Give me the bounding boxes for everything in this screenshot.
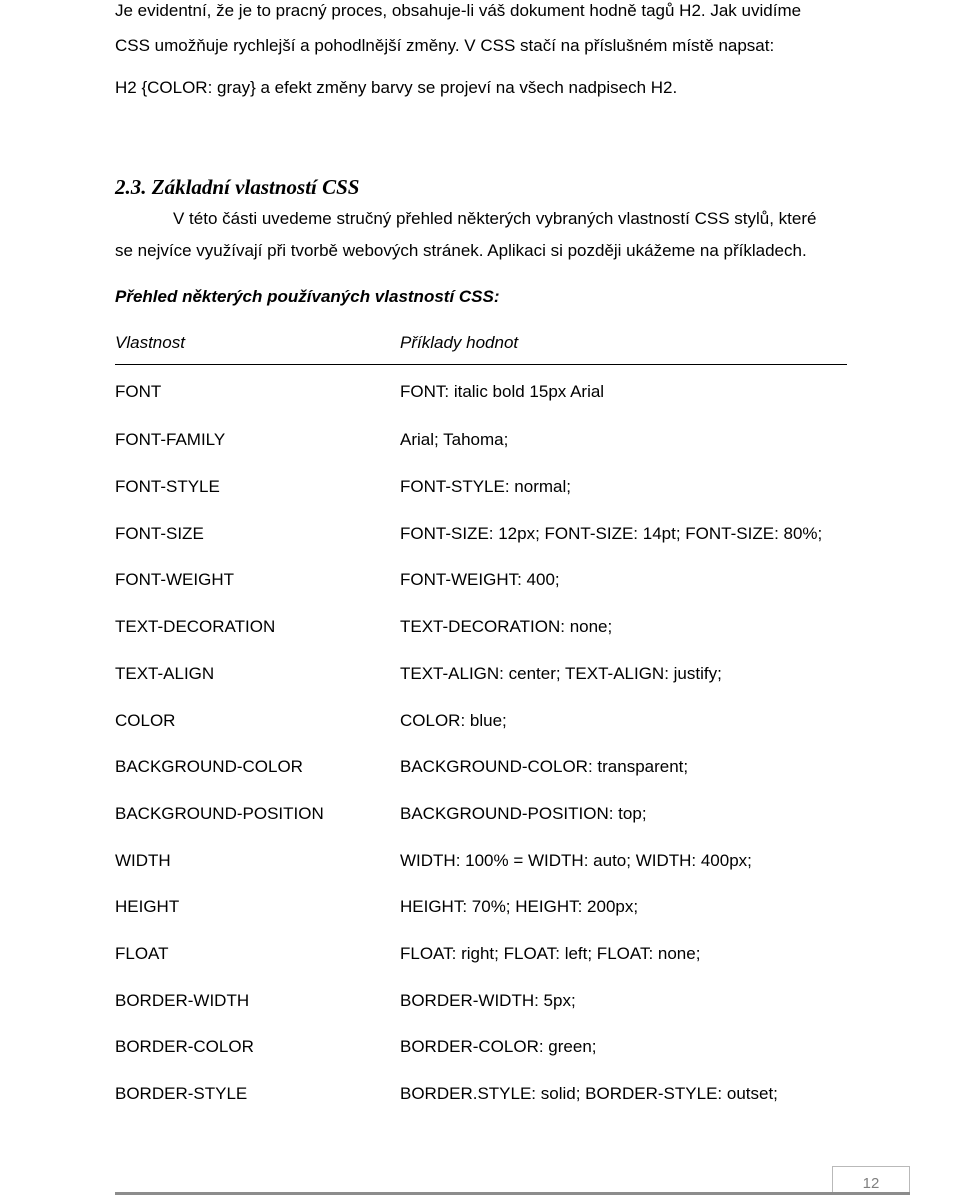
property-name: WIDTH <box>115 851 171 870</box>
property-examples: TEXT-ALIGN: center; TEXT-ALIGN: justify; <box>400 664 722 683</box>
property-name: FONT-STYLE <box>115 477 220 496</box>
property-name: FONT <box>115 382 162 401</box>
property-examples: FONT: italic bold 15px Arial <box>400 382 605 401</box>
table-title: Přehled některých používaných vlastností CSS: <box>115 287 500 306</box>
intro-line-2: CSS umožňuje rychlejší a pohodlnější změny. V CSS stačí na příslušném místě napsat: <box>115 36 775 55</box>
property-examples: BORDER-WIDTH: 5px; <box>400 991 576 1010</box>
property-name: TEXT-ALIGN <box>115 664 215 683</box>
property-name: FLOAT <box>115 944 169 963</box>
section-paragraph-line-1: V této části uvedeme stručný přehled některých vybraných vlastností CSS stylů, které <box>173 209 817 228</box>
property-examples: WIDTH: 100% = WIDTH: auto; WIDTH: 400px; <box>400 851 752 870</box>
property-name: TEXT-DECORATION <box>115 617 276 636</box>
property-examples: BORDER-COLOR: green; <box>400 1037 597 1056</box>
property-examples: FONT-WEIGHT: 400; <box>400 570 560 589</box>
property-name: BORDER-COLOR <box>115 1037 254 1056</box>
property-name: BACKGROUND-COLOR <box>115 757 303 776</box>
property-examples: Arial; Tahoma; <box>400 430 509 449</box>
property-examples: BACKGROUND-POSITION: top; <box>400 804 647 823</box>
property-name: FONT-SIZE <box>115 524 204 543</box>
page-number: 12 <box>862 1175 880 1192</box>
property-name: BORDER-STYLE <box>115 1084 248 1103</box>
property-name: FONT-FAMILY <box>115 430 226 449</box>
property-name: COLOR <box>115 711 176 730</box>
property-examples: FONT-STYLE: normal; <box>400 477 571 496</box>
section-heading: 2.3. Základní vlastností CSS <box>115 175 360 199</box>
intro-line-1: Je evidentní, že je to pracný proces, obsahuje-li váš dokument hodně tagů H2. Jak uvidíme <box>115 1 802 20</box>
property-examples: BACKGROUND-COLOR: transparent; <box>400 757 689 776</box>
table-header-rule <box>115 364 847 365</box>
property-examples: FLOAT: right; FLOAT: left; FLOAT: none; <box>400 944 701 963</box>
section-paragraph-line-2: se nejvíce využívají při tvorbě webových stránek. Aplikaci si později ukážeme na příkladech. <box>115 241 807 260</box>
property-examples: TEXT-DECORATION: none; <box>400 617 613 636</box>
property-name: HEIGHT <box>115 897 180 916</box>
property-name: FONT-WEIGHT <box>115 570 234 589</box>
property-examples: COLOR: blue; <box>400 711 507 730</box>
property-examples: FONT-SIZE: 12px; FONT-SIZE: 14pt; FONT-SIZE: 80%; <box>400 524 823 543</box>
intro-line-3: H2 {COLOR: gray} a efekt změny barvy se projeví na všech nadpisech H2. <box>115 78 678 97</box>
property-name: BACKGROUND-POSITION <box>115 804 324 823</box>
column-header-examples: Příklady hodnot <box>400 333 519 352</box>
column-header-property: Vlastnost <box>115 333 185 352</box>
property-name: BORDER-WIDTH <box>115 991 250 1010</box>
property-examples: BORDER.STYLE: solid; BORDER-STYLE: outset; <box>400 1084 778 1103</box>
property-examples: HEIGHT: 70%; HEIGHT: 200px; <box>400 897 639 916</box>
